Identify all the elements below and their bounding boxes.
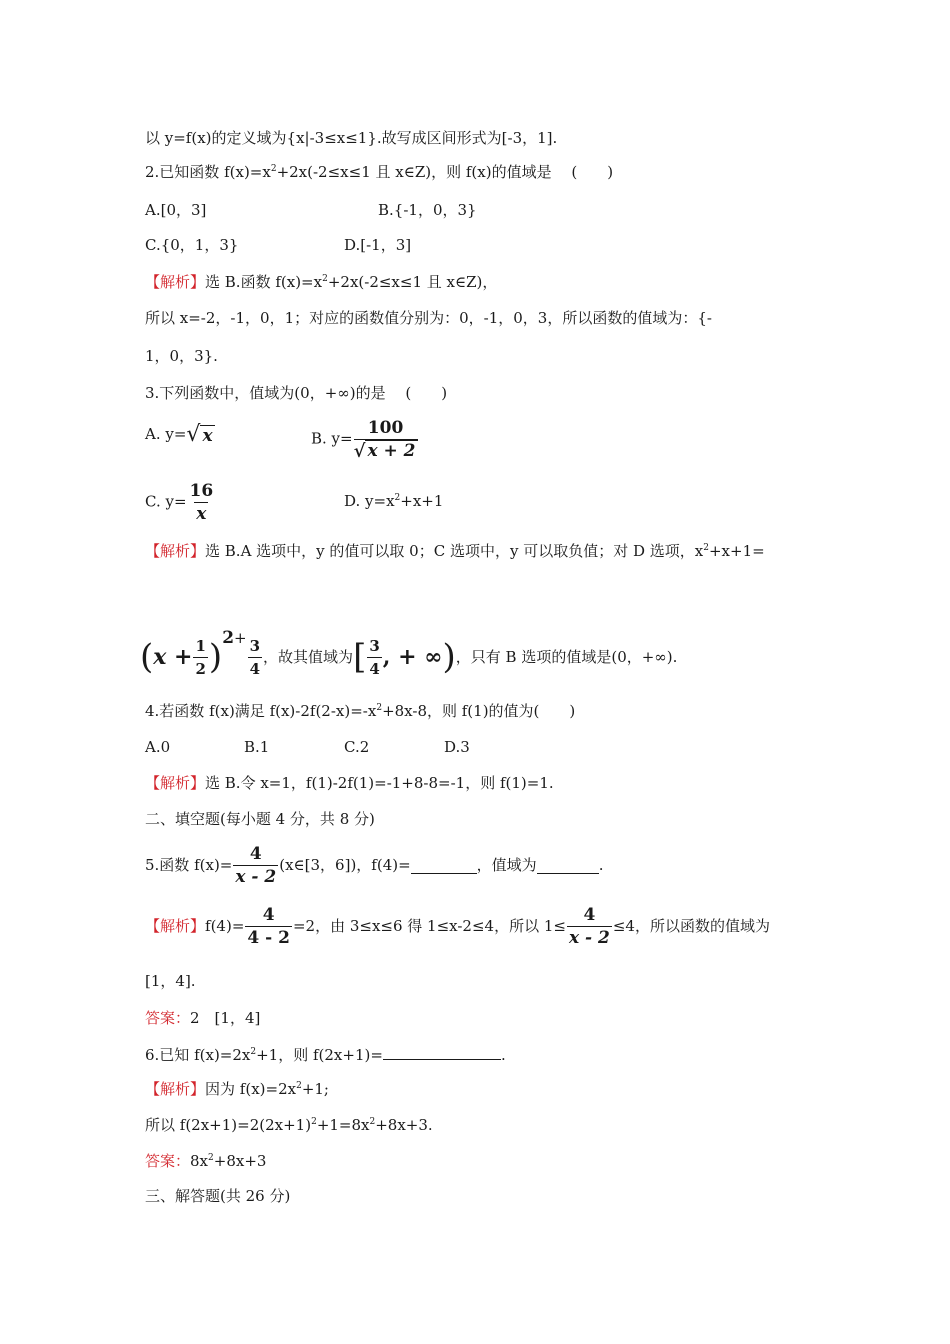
sqrt-x: √ x [186,422,213,447]
answer-blank[interactable] [537,857,599,874]
q3-option-a: A. y= √ x [145,422,213,447]
q2-option-b: B.{-1，0，3} [378,201,477,219]
q3-solution-line-1: 【解析】选 B.A 选项中，y 的值可以取 0；C 选项中，y 可以取负值；对 D 选项，$x^2+x+1=$ [145,542,765,560]
question-4-stem: 4.若函数 f(x)满足 $f(x)-2f(2-x)=-x^2+8x-8$，则 f(1)的值为( ) [145,702,576,720]
q2-option-d: D.[-1，3] [344,236,412,254]
q4-option-a: A.0 [145,738,171,756]
q4-solution: 【解析】选 B.令 x=1，f(1)-2f(1)=-1+8-8=-1，则 f(1)=1. [145,774,554,792]
q6-solution-line-1: 【解析】因为 $f(x)=2x^2+1$; [145,1080,329,1098]
q2-option-a: A.[0，3] [145,201,207,219]
q2-solution-line-2: 所以 x=-2，-1，0，1；对应的函数值分别为：0，-1，0，3，所以函数的值域为：{- [145,309,712,327]
q3-option-b: B. y= 100 √ x + 2 [311,418,416,462]
q4-option-d: D.3 [444,738,470,756]
q4-option-c: C.2 [344,738,370,756]
section-2-heading: 二、填空题(每小题 4 分，共 8 分) [145,810,375,828]
q2-solution-line-3: 1，0，3}. [145,347,218,365]
answer-label: 答案： [145,1009,191,1027]
q3-option-d: D. $y=x^2+x+1$ [344,492,444,510]
q5-solution-line-2: [1，4]. [145,972,196,990]
q3-solution-line-2: (x + $\frac{1}{2}$ )2+ $\frac{3}{4}$ ，故其值域为[ $\frac{3}{4}$ , + ∞)，只有 B 选项的值域是(0，+∞). [140,628,678,678]
q6-answer: 答案：$8x^2+8x+3$ [145,1152,267,1170]
question-6-stem: 6.已知 $f(x)=2x^2+1$，则 f(2x+1)= . [145,1043,506,1065]
q4-option-b: B.1 [244,738,270,756]
q5-answer: 答案：2 [1，4] [145,1009,261,1027]
line-domain-conclusion: 以 y=f(x)的定义域为{x|-3≤x≤1}.故写成区间形式为[-3，1]. [145,129,558,147]
q3-option-c: C. y= $\frac{16}{x}$ [145,481,214,524]
q2-solution-line-1: 【解析】选 B.函数 $f(x)=x^2+2x(-2\le x\le 1$ 且 x∈Z)， [145,273,498,291]
answer-blank[interactable] [411,857,477,874]
q2-option-c: C.{0，1，3} [145,236,239,254]
answer-blank[interactable] [383,1043,501,1060]
fraction-16-over-x: $\frac{16}{x}$ [189,481,214,524]
solution-label: 【解析】 [145,273,206,291]
question-5-stem: 5.函数 f(x)= $\frac{4}{x - 2}$ (x∈[3，6])，f(4)= ，值域为 . [145,843,604,887]
fraction-100-over-sqrt: 100 √ x + 2 [353,418,416,462]
section-3-heading: 三、解答题(共 26 分) [145,1187,291,1205]
question-2-stem: 2.已知函数 $f(x)=x^2+2x(-2\le x\le 1$ 且 x∈Z)，则 f(x)的值域是 ( ) [145,163,614,181]
q5-solution-line-1: 【解析】f(4)= $\frac{4}{4 - 2}$ =2，由 3≤x≤6 得 1≤x-2≤4，所以 1≤ $\frac{4}{x - 2}$ ≤4，所以函数的值域为 [145,904,770,948]
q6-solution-line-2: 所以 $f(2x+1)=2(2x+1)^2+1=8x^2+8x+3$. [145,1116,433,1134]
question-3-stem: 3.下列函数中，值域为(0，+∞)的是 ( ) [145,384,448,402]
